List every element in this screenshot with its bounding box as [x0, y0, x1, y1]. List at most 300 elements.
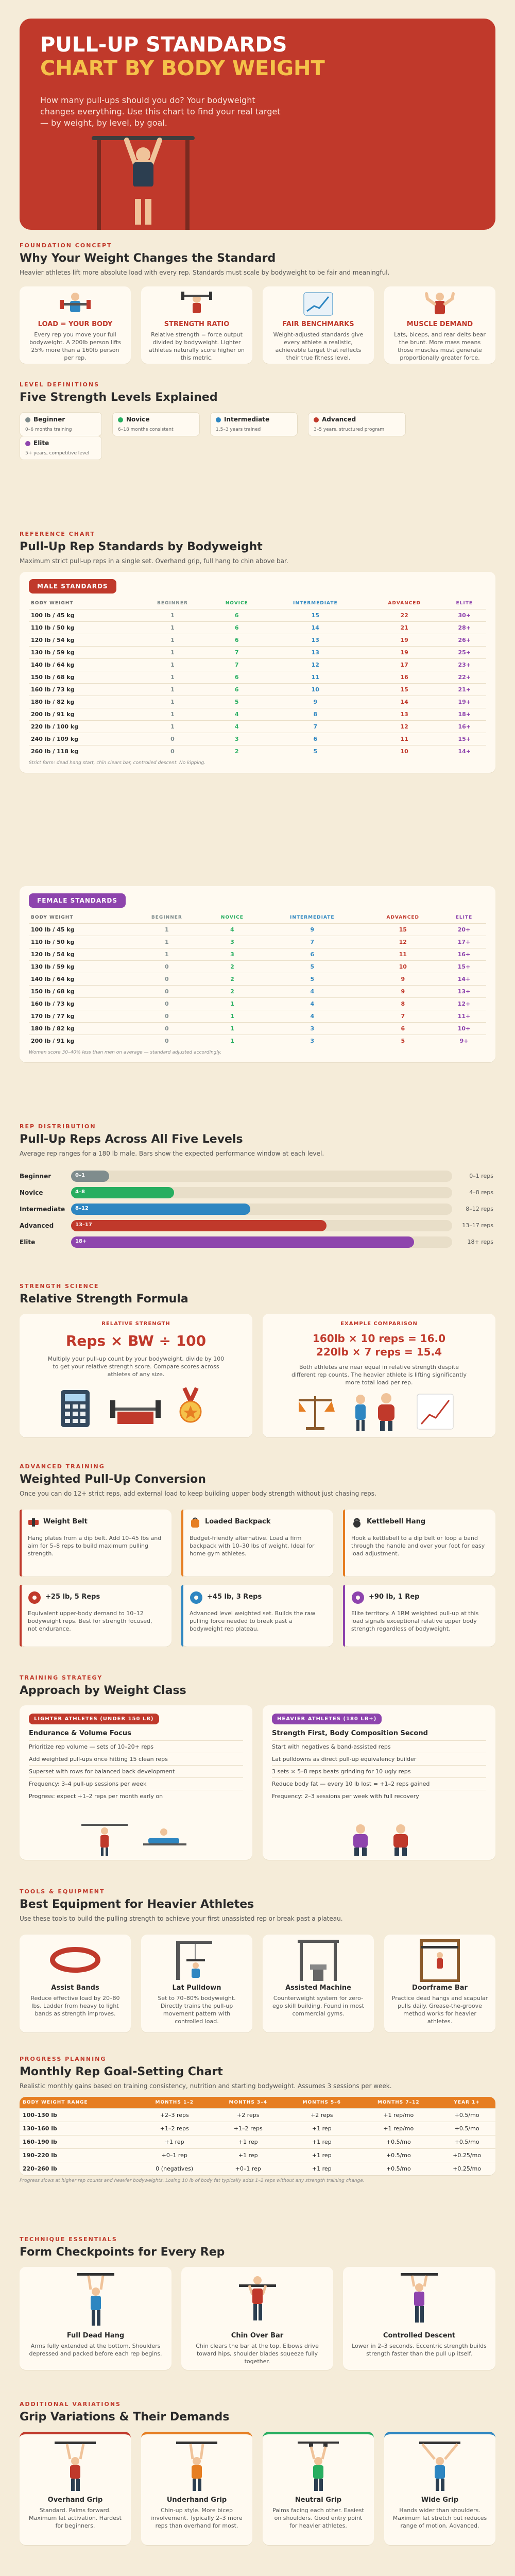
table-cell: 0 [130, 1035, 204, 1047]
accent-bar [343, 1585, 345, 1647]
accent-bar [181, 1585, 183, 1647]
form-item-text: Arms fully extended at the bottom. Shoulders depressed and packed before each rep begins. [29, 2343, 162, 2357]
neutral-grip-icon [298, 2441, 339, 2492]
table-header: ADVANCED [388, 601, 421, 606]
goals-note: Progress slows at higher rep counts and heavier bodyweights. Losing 10 lb of body fat typically adds 1–2 reps without any strength training change. [20, 2178, 365, 2183]
bar-fill [71, 1220, 327, 1231]
level-dot [216, 417, 221, 422]
goals-kicker: PROGRESS PLANNING [20, 2056, 107, 2062]
distribution-bar-row [20, 1220, 495, 1232]
table-cell: 6 [209, 671, 265, 684]
table-cell: +1–2 reps [138, 2122, 211, 2136]
table-cell: 9 [364, 973, 442, 986]
male-standards-section [20, 531, 495, 773]
tool-card [263, 1935, 374, 2032]
strategy-item: Progress: expect +1–2 reps per month early on [29, 1790, 243, 1802]
table-cell: 100–130 lb [20, 2109, 138, 2122]
table-cell: +1–2 reps [211, 2122, 285, 2136]
table-cell: 0 [130, 1010, 204, 1023]
bar-track [71, 1220, 452, 1231]
table-cell: 9 [261, 924, 364, 936]
dead-hang-icon [76, 2272, 115, 2328]
table-cell: 1 [136, 634, 209, 647]
level-desc: 3–5 years, structured program [314, 427, 385, 432]
table-row [29, 745, 486, 758]
table-cell: 20+ [442, 924, 486, 936]
table-cell: 120 lb / 54 kg [29, 634, 136, 647]
table-cell: 4 [261, 998, 364, 1010]
table-header: INTERMEDIATE [289, 915, 335, 920]
table-row [29, 961, 486, 973]
table-cell: 11 [265, 671, 366, 684]
lat-pulldown-icon [171, 1939, 222, 1982]
tool-card [141, 1935, 252, 2032]
form-kicker: TECHNIQUE ESSENTIALS [20, 2236, 117, 2243]
formula-example-1: 160lb × 10 reps = 16.0 [312, 1332, 446, 1345]
table-cell: 14 [265, 622, 366, 634]
table-header: NOVICE [220, 915, 244, 920]
bar-label: Elite [20, 1239, 36, 1246]
male-title: Pull-Up Rep Standards by Bodyweight [20, 540, 263, 553]
table-cell: 130–160 lb [20, 2122, 138, 2136]
table-cell: +0–1 rep [211, 2162, 285, 2176]
table-cell: 1 [204, 1023, 261, 1035]
distribution-section [20, 1123, 495, 1247]
distribution-bar-row [20, 1187, 495, 1199]
weighted-level-card [343, 1585, 495, 1647]
table-row [20, 2136, 495, 2149]
table-cell: +0.5/mo [438, 2122, 495, 2136]
method-title: Weight Belt [43, 1518, 88, 1526]
table-cell: 1 [130, 924, 204, 936]
strategy-item: Superset with rows for balanced back development [29, 1765, 243, 1777]
formula-left-label: RELATIVE STRENGTH [101, 1321, 170, 1327]
male-desc: Maximum strict pull-up reps in a single set. Overhand grip, full hang to chin above bar. [20, 557, 288, 565]
table-header: MONTHS 1–2 [138, 2097, 211, 2109]
grips-kicker: ADDITIONAL VARIATIONS [20, 2401, 121, 2408]
male-note: Strict form: dead hang start, chin clears bar, controlled descent. No kipping. [29, 760, 206, 766]
distribution-bar-row [20, 1204, 495, 1216]
table-cell: 220 lb / 100 kg [29, 721, 136, 733]
bar-track [71, 1204, 452, 1215]
table-cell: 1 [136, 609, 209, 622]
table-header: YEAR 1+ [438, 2097, 495, 2109]
distribution-bar-row [20, 1236, 495, 1249]
table-cell: +1 rep [285, 2149, 358, 2162]
table-cell: 11+ [442, 1010, 486, 1023]
underhand-grip-icon [176, 2441, 217, 2492]
method-text: Budget-friendly alternative. Load a firm backpack with 10–30 lbs of weight. Ideal for home gym athletes. [190, 1535, 315, 1557]
form-item-title: Controlled Descent [383, 2332, 456, 2340]
accent-bar [181, 1510, 183, 1577]
table-cell: 0 [130, 986, 204, 998]
dist-title: Pull-Up Reps Across All Five Levels [20, 1133, 243, 1146]
table-row [29, 936, 486, 948]
bar-track [71, 1171, 452, 1182]
table-cell: 19 [366, 647, 443, 659]
table-cell: 6 [209, 609, 265, 622]
table-row [20, 2122, 495, 2136]
tool-title: Lat Pulldown [172, 1984, 221, 1992]
foundation-title: Why Your Weight Changes the Standard [20, 252, 276, 265]
form-card [181, 2267, 333, 2370]
table-cell: 200 lb / 91 kg [29, 708, 136, 721]
table-cell: 11 [366, 733, 443, 745]
chin-over-bar-icon [238, 2272, 277, 2328]
table-cell: 21+ [443, 684, 486, 696]
dist-kicker: REP DISTRIBUTION [20, 1123, 96, 1130]
level-name: Elite [33, 439, 49, 447]
table-cell: +1 rep [138, 2136, 211, 2149]
overhand-grip-icon [55, 2441, 96, 2492]
table-row [20, 2109, 495, 2122]
table-cell: 160 lb / 73 kg [29, 684, 136, 696]
plate-icon [351, 1591, 365, 1604]
table-cell: 1 [130, 948, 204, 961]
table-cell: 12+ [442, 998, 486, 1010]
strategy-item: Frequency: 3–4 pull-up sessions per week [29, 1777, 243, 1790]
goals-desc: Realistic monthly gains based on training consistency, nutrition and starting bodyweight. Assumes 3 sessions per week. [20, 2082, 392, 2090]
grip-title: Underhand Grip [166, 2496, 227, 2504]
table-header: BODY WEIGHT [31, 915, 74, 920]
goals-table-card [20, 2097, 495, 2175]
level-pill [308, 412, 406, 436]
table-cell: 1 [136, 696, 209, 708]
table-cell: +0.5/mo [438, 2136, 495, 2149]
table-cell: 2 [209, 745, 265, 758]
strategy-left-title: Endurance & Volume Focus [29, 1730, 131, 1737]
table-cell: 10+ [442, 1023, 486, 1035]
table-cell: 3 [209, 733, 265, 745]
bar-track [71, 1187, 452, 1198]
kettlebell-icon [351, 1517, 363, 1528]
table-header: NOVICE [225, 601, 248, 606]
level-desc: 0–6 months training [25, 427, 72, 432]
table-row [29, 708, 486, 721]
table-cell: 4 [209, 708, 265, 721]
strategy-card-heavy [263, 1705, 495, 1860]
bar-range: 18+ reps [467, 1239, 493, 1245]
table-cell: 16 [366, 671, 443, 684]
table-cell: 1 [204, 998, 261, 1010]
male-standards-table [29, 598, 486, 757]
table-row [29, 622, 486, 634]
table-cell: 5 [364, 1035, 442, 1047]
levels-title: Five Strength Levels Explained [20, 391, 218, 404]
table-cell: 11 [364, 948, 442, 961]
table-row [20, 2149, 495, 2162]
table-cell: +1 rep [285, 2122, 358, 2136]
female-standards-section [20, 886, 495, 1062]
bar-range: 0–1 reps [469, 1173, 493, 1179]
table-cell: 25+ [443, 647, 486, 659]
strategy-item: Lat pulldowns as direct pull-up equivalency builder [272, 1753, 486, 1765]
table-cell: 190–220 lb [20, 2149, 138, 2162]
formula-left-text: Multiply your pull-up count by your bodyweight, divide by 100 to get your relative strength score. Compare scores across athletes of any size. [47, 1355, 225, 1378]
level-dot [314, 417, 319, 422]
grip-title: Neutral Grip [295, 2496, 342, 2504]
form-item-text: Lower in 2–3 seconds. Eccentric strength builds strength faster than the pull up itself. [352, 2343, 487, 2357]
table-header: INTERMEDIATE [293, 601, 338, 606]
table-cell: 180 lb / 82 kg [29, 1023, 130, 1035]
weighted-level-card [181, 1585, 333, 1647]
table-cell: 2 [204, 961, 261, 973]
strategy-item: 3 sets × 5–8 reps beats grinding for 10 ugly reps [272, 1765, 486, 1777]
tool-text: Reduce effective load by 20–80 lbs. Ladder from heavy to light bands as strength improves. [30, 1995, 120, 2017]
table-cell: 170 lb / 77 kg [29, 1010, 130, 1023]
table-cell: +0.25/mo [438, 2162, 495, 2176]
table-header: MONTHS 5–6 [285, 2097, 358, 2109]
wide-grip-icon [419, 2441, 460, 2492]
distribution-bar-row [20, 1171, 495, 1183]
lighter-athletes-illustration [81, 1823, 195, 1857]
card-text: Relative strength = force output divided by bodyweight. Lighter athletes naturally score higher on this metric. [148, 331, 245, 361]
table-cell: 0 (negatives) [138, 2162, 211, 2176]
table-cell: 9+ [442, 1035, 486, 1047]
goal-table [20, 2097, 495, 2175]
tool-text: Practice dead hangs and scapular pulls daily. Grease-the-groove method works for heavier athletes. [391, 1995, 488, 2025]
table-row [29, 721, 486, 733]
table-cell: 14+ [442, 973, 486, 986]
table-cell: 7 [265, 721, 366, 733]
method-title: Loaded Backpack [205, 1518, 271, 1526]
table-cell: 6 [209, 684, 265, 696]
level-name: Intermediate [224, 416, 270, 423]
tool-text: Set to 70–80% bodyweight. Directly trains the pull-up movement pattern with controlled load. [158, 1995, 236, 2025]
table-header: MONTHS 7–12 [358, 2097, 438, 2109]
level-pill [210, 412, 298, 436]
accent-bar [343, 1510, 345, 1577]
trend-chart-icon [303, 292, 334, 316]
card-title: STRENGTH RATIO [164, 320, 230, 328]
table-cell: 15 [364, 924, 442, 936]
plate-icon [28, 1591, 41, 1604]
table-cell: 8 [265, 708, 366, 721]
table-cell: 2 [204, 973, 261, 986]
strategy-item: Prioritize rep volume — sets of 10–20+ reps [29, 1740, 243, 1753]
grip-title: Wide Grip [421, 2496, 459, 2504]
form-card [343, 2267, 495, 2370]
form-item-text: Chin clears the bar at the top. Elbows drive toward hips, shoulder blades squeeze fully together. [196, 2343, 319, 2365]
table-cell: 18+ [443, 708, 486, 721]
table-row [29, 634, 486, 647]
foundation-card [263, 286, 374, 364]
bar-label: Advanced [20, 1222, 54, 1229]
table-cell: 15 [265, 609, 366, 622]
weight-belt-icon [28, 1517, 39, 1528]
table-row [20, 2162, 495, 2176]
table-header: ADVANCED [386, 915, 420, 920]
table-row [29, 696, 486, 708]
strategy-item: Reduce body fat — every 10 lb lost = +1–2 reps gained [272, 1777, 486, 1790]
table-cell: 3 [204, 948, 261, 961]
foundation-kicker: FOUNDATION CONCEPT [20, 242, 112, 249]
bar-range: 4–8 reps [469, 1189, 493, 1196]
bar-inner-label: 4–8 [75, 1189, 85, 1195]
level-dot [25, 417, 30, 422]
level-desc: 1.5–3 years trained [216, 427, 261, 432]
muscle-flex-icon [424, 292, 455, 316]
grip-text: Standard. Palms forward. Maximum lat activation. Hardest for beginners. [29, 2507, 122, 2529]
table-cell: +0.5/mo [438, 2109, 495, 2122]
card-title: MUSCLE DEMAND [406, 320, 473, 328]
plate-icon [190, 1591, 203, 1604]
table-cell: 6 [364, 1023, 442, 1035]
bar-fill [71, 1236, 414, 1248]
formula-title: Relative Strength Formula [20, 1293, 188, 1306]
goals-title: Monthly Rep Goal-Setting Chart [20, 2065, 223, 2078]
table-cell: 1 [204, 1035, 261, 1047]
table-cell: 3 [261, 1035, 364, 1047]
card-title: FAIR BENCHMARKS [282, 320, 354, 328]
backpack-icon [190, 1517, 201, 1528]
bar-track [71, 1236, 452, 1248]
strategy-item: Frequency: 2–3 sessions per week with full recovery [272, 1790, 486, 1802]
level-text: Advanced level weighted set. Builds the raw pulling force needed to break past a bodyweight rep plateau. [190, 1610, 316, 1632]
strategy-item: Add weighted pull-ups once hitting 15 clean reps [29, 1753, 243, 1765]
bar-inner-label: 8–12 [75, 1206, 89, 1211]
table-cell: 100 lb / 45 kg [29, 609, 136, 622]
table-row [29, 659, 486, 671]
table-cell: 150 lb / 68 kg [29, 986, 130, 998]
table-cell: +2 reps [211, 2109, 285, 2122]
table-cell: 130 lb / 59 kg [29, 647, 136, 659]
bar-range: 13–17 reps [462, 1222, 493, 1229]
table-cell: 0 [136, 745, 209, 758]
table-cell: 2 [204, 986, 261, 998]
bar-inner-label: 0–1 [75, 1173, 85, 1178]
table-header: BODY WEIGHT RANGE [20, 2097, 138, 2109]
weighted-section [20, 1463, 495, 1649]
table-cell: 1 [130, 936, 204, 948]
table-cell: +0.5/mo [358, 2136, 438, 2149]
table-row [29, 973, 486, 986]
level-desc: 5+ years, competitive level [25, 451, 90, 456]
tools-title: Best Equipment for Heavier Athletes [20, 1898, 254, 1911]
table-cell: 3 [261, 1023, 364, 1035]
table-cell: 19 [366, 634, 443, 647]
accent-bar [20, 1510, 22, 1577]
table-cell: 220–260 lb [20, 2162, 138, 2176]
bar-label: Beginner [20, 1173, 52, 1180]
weighted-desc: Once you can do 12+ strict reps, add external load to keep building upper body strength without just chasing reps. [20, 1490, 376, 1497]
grips-title: Grip Variations & Their Demands [20, 2411, 230, 2424]
grips-section [20, 2401, 495, 2555]
strategy-title: Approach by Weight Class [20, 1684, 186, 1697]
table-cell: 26+ [443, 634, 486, 647]
foundation-section [20, 242, 495, 371]
level-desc: 6–18 months consistent [118, 427, 174, 432]
bar-inner-label: 13–17 [75, 1222, 92, 1228]
table-header: MONTHS 3–4 [211, 2097, 285, 2109]
table-cell: 16+ [442, 948, 486, 961]
table-cell: 7 [364, 1010, 442, 1023]
level-title: +45 lb, 3 Reps [207, 1593, 262, 1601]
bar-inner-label: 18+ [75, 1239, 87, 1244]
table-row [29, 1010, 486, 1023]
male-table-card [20, 572, 495, 773]
table-cell: +1 rep [211, 2136, 285, 2149]
table-cell: 14 [366, 696, 443, 708]
table-cell: 7 [209, 659, 265, 671]
table-cell: 13 [366, 708, 443, 721]
table-cell: 0 [136, 733, 209, 745]
table-cell: 8 [364, 998, 442, 1010]
scale-athletes-chart-icons [299, 1391, 458, 1432]
bar-label: Novice [20, 1189, 43, 1196]
table-cell: 140 lb / 64 kg [29, 973, 130, 986]
female-standards-table [29, 912, 486, 1047]
level-title: +90 lb, 1 Rep [369, 1593, 420, 1601]
table-row [29, 924, 486, 936]
level-pill [20, 412, 102, 436]
table-cell: 240 lb / 109 kg [29, 733, 136, 745]
table-cell: 10 [364, 961, 442, 973]
assisted-machine-icon [293, 1939, 344, 1982]
table-cell: +0.5/mo [358, 2162, 438, 2176]
table-row [29, 609, 486, 622]
table-cell: 5 [261, 973, 364, 986]
card-title: LOAD = YOUR BODY [38, 320, 113, 328]
grip-card [384, 2432, 495, 2545]
grip-card [263, 2432, 374, 2545]
table-cell: +1 rep [285, 2136, 358, 2149]
strategy-kicker: TRAINING STRATEGY [20, 1674, 103, 1681]
table-cell: 0 [130, 998, 204, 1010]
hero-title [40, 33, 325, 80]
form-item-title: Full Dead Hang [66, 2332, 125, 2340]
method-title: Kettlebell Hang [367, 1518, 426, 1526]
table-cell: +1 rep/mo [358, 2109, 438, 2122]
table-cell: 1 [136, 684, 209, 696]
strategy-card-light [20, 1705, 252, 1860]
table-cell: +1 rep [285, 2162, 358, 2176]
table-cell: 13+ [442, 986, 486, 998]
table-cell: 14+ [443, 745, 486, 758]
table-row [29, 733, 486, 745]
weighted-level-card [20, 1585, 171, 1647]
tool-title: Doorframe Bar [412, 1984, 468, 1992]
grip-card [20, 2432, 131, 2545]
table-cell: 3 [204, 936, 261, 948]
table-cell: 6 [209, 622, 265, 634]
table-cell: 160–190 lb [20, 2136, 138, 2149]
table-cell: +2 reps [285, 2109, 358, 2122]
table-cell: 5 [261, 961, 364, 973]
table-row [29, 1023, 486, 1035]
table-cell: 1 [136, 647, 209, 659]
foundation-card [20, 286, 131, 364]
table-cell: 21 [366, 622, 443, 634]
bar-fill [71, 1204, 250, 1215]
table-cell: 12 [366, 721, 443, 733]
heavier-athletes-illustration [340, 1823, 422, 1857]
tool-card [384, 1935, 495, 2032]
level-name: Advanced [322, 416, 356, 423]
hero-title-line2: CHART BY BODY WEIGHT [40, 57, 325, 80]
form-card [20, 2267, 171, 2370]
table-cell: 1 [136, 721, 209, 733]
table-cell: 1 [204, 1010, 261, 1023]
level-pill [112, 412, 200, 436]
strategy-left-tag: LIGHTER ATHLETES (UNDER 150 LB) [29, 1714, 159, 1724]
table-cell: 5 [209, 696, 265, 708]
table-cell: 160 lb / 73 kg [29, 998, 130, 1010]
level-text: Elite territory. A 1RM weighted pull-up at this load signals exceptional relative upper body strength regardless of bodyweight. [351, 1610, 479, 1632]
formula-section [20, 1283, 495, 1437]
tools-kicker: TOOLS & EQUIPMENT [20, 1888, 105, 1895]
table-cell: +1 rep/mo [358, 2122, 438, 2136]
